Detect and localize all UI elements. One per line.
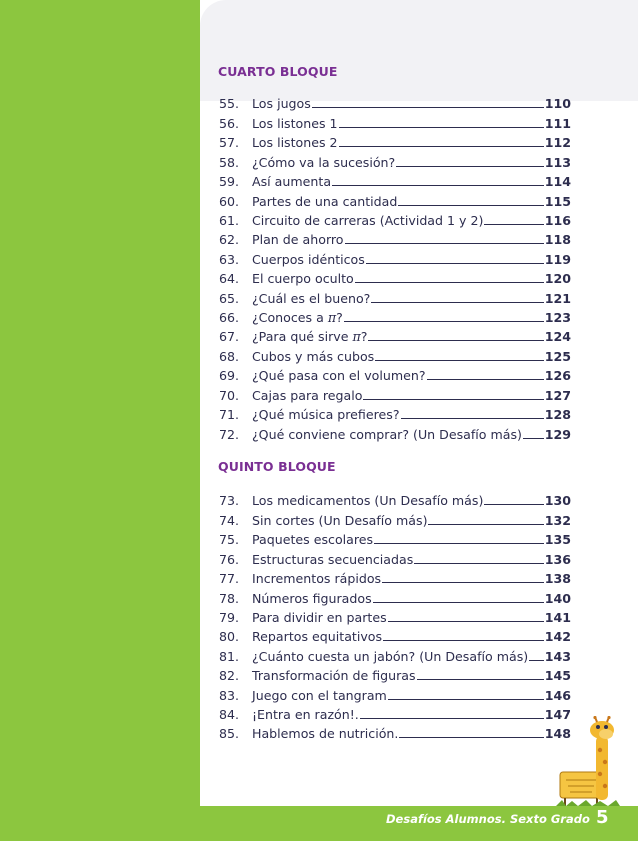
toc-entry-title: Los jugos [252,96,311,112]
section-title-cuarto: CUARTO BLOQUE [218,64,338,79]
toc-entry-title: ¿Cuánto cuesta un jabón? (Un Desafío más) [252,648,529,664]
toc-entry-page: 124 [544,329,571,345]
page-header-band [200,0,638,101]
toc-entry-title: Paquetes escolares [252,532,374,548]
toc-leader-line [484,224,544,225]
toc-entry-title: Sin cortes (Un Desafío más) [252,512,428,528]
toc-entry-page: 121 [544,290,571,306]
toc-entry-number: 83. [219,687,240,703]
toc-leader-line [529,660,544,661]
toc-entry-page: 142 [544,629,571,645]
toc-entry [219,344,571,363]
toc-leader-line [388,699,544,700]
toc-list-cuarto [219,92,571,442]
toc-entry-page: 146 [544,687,571,703]
toc-entry-title: Números figurados [252,590,372,606]
toc-entry-page: 128 [544,407,571,423]
toc-entry-number: 82. [219,668,240,684]
toc-entry-title: Para dividir en partes [252,609,387,625]
toc-entry-page: 123 [544,310,571,326]
toc-entry-number: 59. [219,174,240,190]
toc-entry-number: 58. [219,154,240,170]
toc-entry-title: ¡Entra en razón!. [252,707,359,723]
toc-entry-number: 63. [219,251,240,267]
toc-entry-page: 147 [544,707,571,723]
toc-entry-title: Plan de ahorro [252,232,344,248]
toc-entry-title: Los listones 1 [252,115,338,131]
toc-entry-page: 113 [544,154,571,170]
toc-entry-number: 85. [219,726,240,742]
toc-leader-line [371,302,544,303]
toc-leader-line [401,418,544,419]
toc-entry-page: 143 [544,648,571,664]
toc-leader-line [414,563,544,564]
toc-entry [219,228,571,247]
left-green-bar [0,0,200,841]
toc-leader-line [388,621,544,622]
toc-entry [219,170,571,189]
toc-leader-line [373,602,544,603]
toc-leader-line [383,640,544,641]
page-number: 5 [596,807,609,828]
toc-entry-number: 84. [219,707,240,723]
toc-entry [219,528,571,547]
toc-entry-page: 125 [544,348,571,364]
toc-entry-title: Los medicamentos (Un Desafío más) [252,493,484,509]
toc-leader-line [375,360,544,361]
toc-entry-number: 70. [219,387,240,403]
toc-entry-number: 56. [219,115,240,131]
toc-entry-title: El cuerpo oculto [252,271,354,287]
toc-entry-page: 140 [544,590,571,606]
toc-entry-page: 129 [544,426,571,442]
toc-leader-line [363,399,544,400]
toc-entry-page: 110 [544,96,571,112]
toc-leader-line [368,340,544,341]
toc-entry-title: Cuerpos idénticos [252,251,365,267]
toc-entry [219,422,571,441]
toc-entry-number: 72. [219,426,240,442]
toc-entry-page: 132 [544,512,571,528]
toc-entry-title: ¿Qué música prefieres? [252,407,400,423]
toc-entry-number: 64. [219,271,240,287]
toc-entry-page: 116 [544,212,571,228]
toc-entry-title: Los listones 2 [252,135,338,151]
toc-entry [219,586,571,605]
toc-entry [219,209,571,228]
toc-entry-page: 114 [544,174,571,190]
toc-entry-number: 75. [219,532,240,548]
toc-leader-line [312,107,544,108]
toc-entry-number: 67. [219,329,240,345]
toc-entry [219,703,571,722]
toc-entry-title: Así aumenta [252,174,332,190]
toc-leader-line [382,582,544,583]
toc-entry [219,286,571,305]
toc-leader-line [484,504,544,505]
toc-entry-page: 126 [544,368,571,384]
toc-entry-page: 112 [544,135,571,151]
toc-entry-number: 81. [219,648,240,664]
toc-entry-page: 145 [544,668,571,684]
section-title-quinto: QUINTO BLOQUE [218,459,336,474]
footer-title: Desafíos Alumnos. Sexto Grado [386,812,590,826]
toc-leader-line [339,127,544,128]
toc-entry [219,644,571,663]
toc-entry-number: 73. [219,493,240,509]
toc-entry-page: 115 [544,193,571,209]
toc-entry-title: ¿Qué conviene comprar? (Un Desafío más) [252,426,522,442]
toc-entry [219,722,571,741]
toc-leader-line [396,166,544,167]
toc-entry-title: ¿Cuál es el bueno? [252,290,371,306]
toc-entry-number: 68. [219,348,240,364]
toc-entry-number: 80. [219,629,240,645]
toc-leader-line [360,718,544,719]
toc-entry-number: 66. [219,310,240,326]
toc-entry-title: ¿Conoces a π? [252,310,343,326]
toc-entry-number: 71. [219,407,240,423]
toc-entry [219,567,571,586]
toc-entry-number: 62. [219,232,240,248]
toc-leader-line [398,205,544,206]
toc-entry-page: 120 [544,271,571,287]
toc-leader-line [339,146,544,147]
toc-entry-title: Repartos equitativos [252,629,383,645]
toc-entry [219,131,571,150]
toc-entry-title: Cubos y más cubos [252,348,375,364]
toc-leader-line [355,282,544,283]
toc-leader-line [345,243,544,244]
toc-entry-page: 130 [544,493,571,509]
toc-entry [219,683,571,702]
toc-entry-number: 57. [219,135,240,151]
toc-entry-page: 135 [544,532,571,548]
giraffe-icon [556,716,620,808]
toc-entry [219,547,571,566]
toc-leader-line [332,185,544,186]
toc-entry [219,150,571,169]
toc-leader-line [374,543,544,544]
toc-leader-line [427,379,544,380]
toc-entry-page: 119 [544,251,571,267]
toc-leader-line [399,737,544,738]
toc-entry-number: 77. [219,571,240,587]
toc-entry-title: ¿Qué pasa con el volumen? [252,368,426,384]
toc-entry [219,383,571,402]
toc-entry-title: Incrementos rápidos [252,571,382,587]
toc-entry-page: 111 [544,115,571,131]
toc-entry [219,489,571,508]
toc-entry-title: Juego con el tangram [252,687,387,703]
toc-entry-page: 148 [544,726,571,742]
toc-entry-page: 118 [544,232,571,248]
toc-entry-title: Cajas para regalo [252,387,363,403]
toc-entry [219,664,571,683]
toc-entry-number: 74. [219,512,240,528]
toc-entry-title: Estructuras secuenciadas [252,551,414,567]
toc-entry [219,325,571,344]
toc-entry [219,508,571,527]
toc-entry-title: ¿Cómo va la sucesión? [252,154,396,170]
toc-entry-title: Transformación de figuras [252,668,416,684]
toc-entry [219,364,571,383]
toc-entry-number: 65. [219,290,240,306]
toc-entry [219,267,571,286]
toc-entry-page: 141 [544,609,571,625]
toc-list-quinto [219,489,571,741]
toc-entry-page: 127 [544,387,571,403]
toc-entry [219,189,571,208]
toc-entry-page: 136 [544,551,571,567]
toc-entry [219,92,571,111]
toc-entry-title: Partes de una cantidad [252,193,398,209]
toc-leader-line [417,679,544,680]
toc-entry-title: Circuito de carreras (Actividad 1 y 2) [252,212,484,228]
toc-entry-number: 76. [219,551,240,567]
toc-entry [219,625,571,644]
toc-entry [219,606,571,625]
toc-entry-page: 138 [544,571,571,587]
toc-leader-line [523,438,544,439]
toc-page [200,0,638,841]
toc-entry-title: Hablemos de nutrición. [252,726,399,742]
toc-entry-number: 79. [219,609,240,625]
toc-entry-number: 61. [219,212,240,228]
toc-entry [219,403,571,422]
toc-entry-number: 69. [219,368,240,384]
toc-entry [219,111,571,130]
toc-entry-number: 55. [219,96,240,112]
toc-entry [219,247,571,266]
toc-leader-line [366,263,544,264]
toc-entry-title: ¿Para qué sirve π? [252,329,368,345]
toc-entry [219,306,571,325]
toc-leader-line [428,524,544,525]
toc-entry-number: 78. [219,590,240,606]
toc-leader-line [344,321,544,322]
toc-entry-number: 60. [219,193,240,209]
